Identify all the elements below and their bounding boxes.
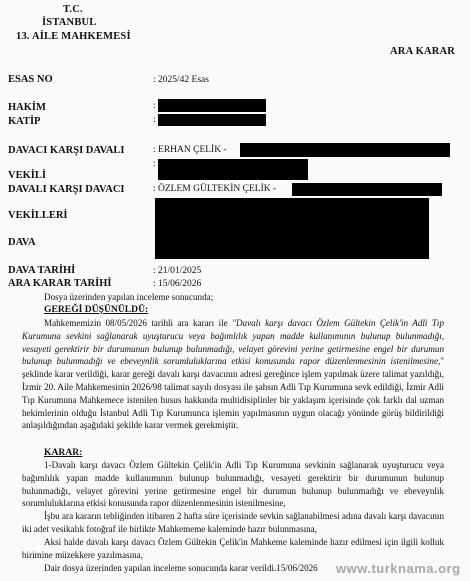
- esas-no-label: ESAS NO: [8, 74, 53, 85]
- vekili-label: VEKİLİ: [8, 170, 46, 181]
- hakim-label: HAKİM: [8, 102, 46, 113]
- redaction-davaci: [240, 143, 450, 157]
- karar-item-2: İşbu ara kararın tebliğinden itibaren 2 hafta süre içerisinde sevkin sağlanabilmesi adına davalı karşı davacının iki adet vesikalık fotoğraf ile birlikte Mahkememe kaleminde hazır bulunmasına,: [22, 511, 444, 534]
- gere-dusunuldu-heading: GEREĞİ DÜŞÜNÜLDÜ:: [44, 304, 149, 315]
- document-type: ARA KARAR: [390, 46, 456, 57]
- paragraph-main-lead: Mahkememizin 08/05/2026 tarihli ara kararı ile: [44, 318, 233, 328]
- redaction-vekili: [158, 159, 308, 180]
- redaction-davali: [292, 183, 442, 196]
- katip-label: KATİP: [8, 116, 41, 127]
- vekili-value: :: [153, 159, 156, 169]
- karar-item-1: 1-Davalı karşı davacı Özlem Gültekin Çelik'in Adli Tıp Kurumuna sevkinin sağlanarak uyuşturucu veya bağımlılık yapan madde kullanımının bulunup bulunmadığı, vesayeti gerektirir bir durumunun bulunup bulunmadığı, velayet görevini yerine getirmesine engel bir durumun bulunup bulunmadığı ve ebeveynlik sorumluluklarına etkisi konusunda rapor düzenlenmesinin istenilmesine,: [22, 460, 444, 509]
- dava-label: DAVA: [8, 237, 36, 248]
- intro-text: Dosya üzerinden yapılan inceleme sonucunda;: [44, 292, 214, 302]
- paragraph-main-quote: "Davalı karşı davacı Özlem Gültekin Çelik'in Adli Tıp Kurumuna sevkini sağlanarak uyuşturucu veya bağımlılık yapan madde kullanımının bulunup bulunmadığı, vesayeti gerektirir bir durumunun bulunup bulunmadığı, velayet görevini yerine getirmesine engel bir durumun bulunup bulunmadığı ve ebeveynlik sorumluluklarına etkisi konusunda rapor düzenlenmesinin istenilmesine,: [22, 318, 444, 367]
- davaci-label: DAVACI KARŞI DAVALI: [8, 145, 125, 156]
- dava-tarihi-value: : 21/01/2025: [153, 266, 202, 276]
- redaction-hakim: [158, 99, 266, 112]
- ara-karar-tarihi-label: ARA KARAR TARİHİ: [8, 278, 112, 289]
- header-court: 13. AİLE MAHKEMESİ: [16, 31, 131, 42]
- redaction-vekilleri: [155, 198, 429, 259]
- redaction-katip: [158, 114, 266, 126]
- karar-item-3: Aksi halde davalı karşı davacı Özlem Gültekin Çelik'in Mahkeme kaleminde hazır edilmesi için ilgili kolluk birimine müzekkere yazılmasına,: [22, 537, 444, 560]
- paragraph-main: [22, 317, 444, 432]
- davali-value: : ÖZLEM GÜLTEKİN ÇELİK -: [153, 184, 277, 194]
- esas-no-value: : 2025/42 Esas: [153, 75, 209, 85]
- davaci-value: : ERHAN ÇELİK -: [153, 145, 227, 155]
- karar-item-4: Dair dosya üzerinden yapılan inceleme sonucunda karar verildi.15/06/2026: [44, 563, 318, 573]
- paragraph-main-rest: " şeklinde karar verildiği, karar gereği davalı karşı davacının adresi gereğince işlem yapılmak üzere talimat yazıldığı, İzmir 20. Aile Mahkemesinin 2026/98 talimat sayılı dosyası ile şahsın Adli Tıp Kurumuna sevk edildiği, İzmir Adli Tıp Kurumuna Mahkemece istenilen husus hakkında multidisiplinler bir yaklaşım içerisinde çok farklı dal uzman hekimlerinin olduğu İstanbul Adli Tıp Kurumunca işlemin yapılmasının uygun olacağı yönünde görüş bildirildiği anlaşıldığından aşağıdaki şekilde karar vermek gerekmiştir.: [22, 356, 444, 431]
- hakim-value: :: [153, 101, 156, 111]
- watermark: www.turknama.org: [336, 561, 461, 576]
- katip-value: :: [153, 115, 156, 125]
- header-city: İSTANBUL: [42, 17, 97, 28]
- ara-karar-tarihi-value: : 15/06/2026: [153, 279, 202, 289]
- header-tc: T.C.: [63, 4, 83, 15]
- karar-heading: KARAR:: [44, 447, 83, 458]
- davali-label: DAVALI KARŞI DAVACI: [8, 184, 125, 195]
- dava-tarihi-label: DAVA TARİHİ: [8, 265, 76, 276]
- vekilleri-label: VEKİLLERİ: [8, 210, 68, 221]
